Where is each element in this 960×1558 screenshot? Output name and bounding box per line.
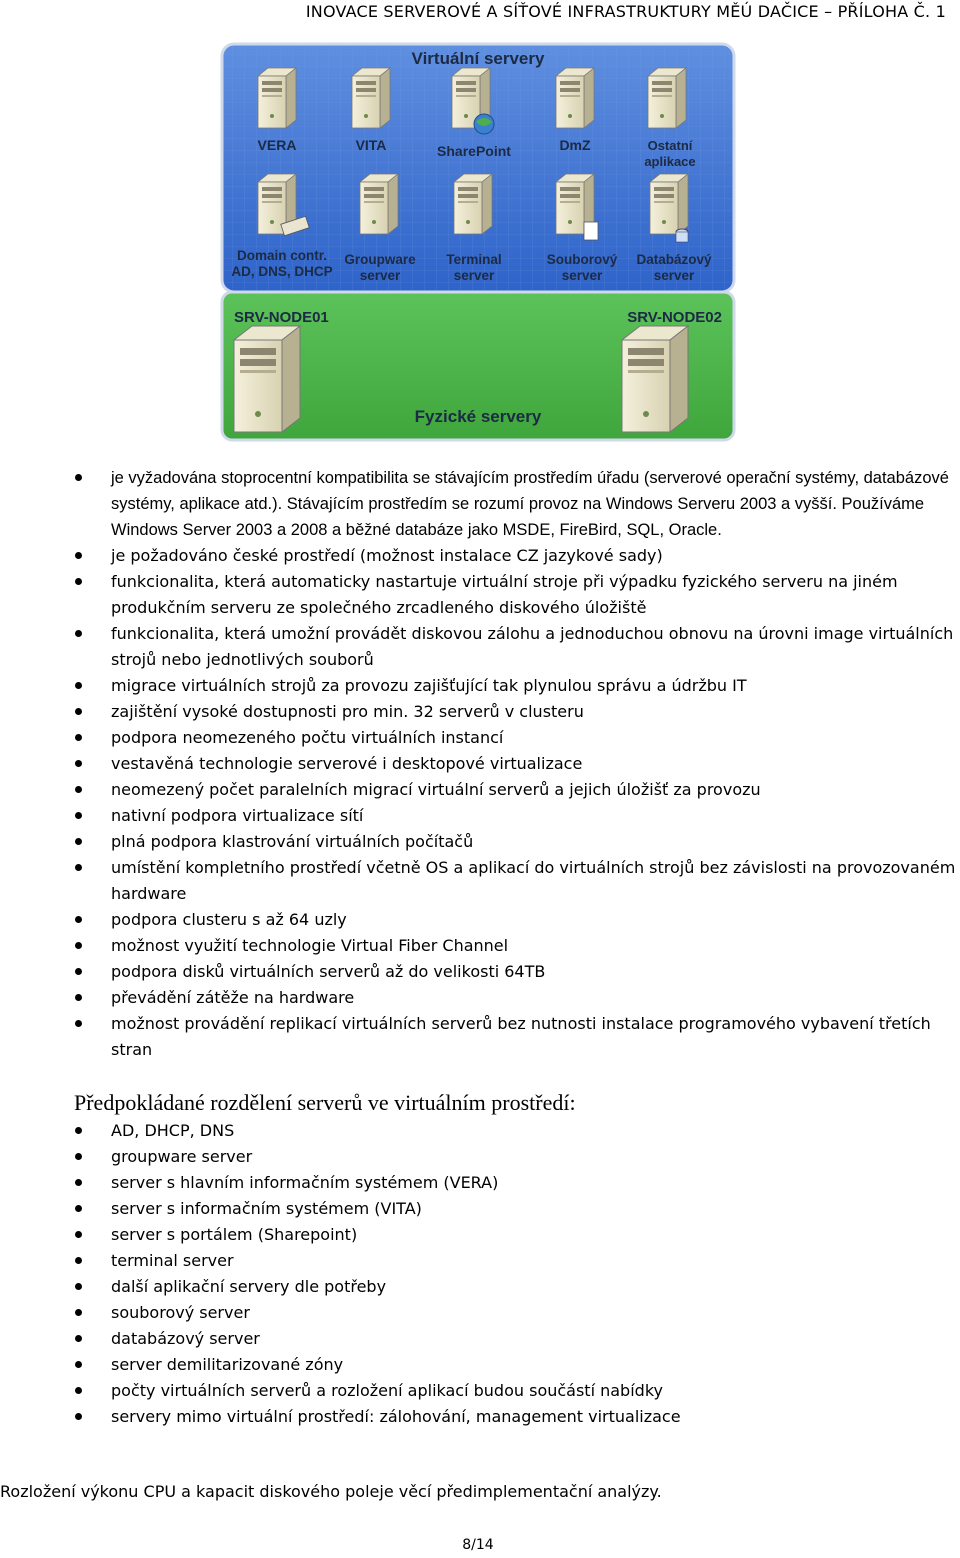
label-dmz: DmZ xyxy=(559,137,591,153)
list-item: umístění kompletního prostředí včetně OS a aplikací do virtuálních strojů bez závislosti na provozovaném hardware xyxy=(0,855,960,907)
list-item: server demilitarizované zóny xyxy=(0,1352,960,1378)
list-item: server s portálem (Sharepoint) xyxy=(0,1222,960,1248)
footer-note: Rozložení výkonu CPU a kapacit diskového poleje věcí předimplementační analýzy. xyxy=(0,1482,662,1501)
page-number: 8/14 xyxy=(462,1537,494,1553)
label-databazovy-server: server xyxy=(653,268,695,283)
list-item: další aplikační servery dle potřeby xyxy=(0,1274,960,1300)
physical-servers-title: Fyzické servery xyxy=(414,407,542,426)
label-groupware: Groupware xyxy=(344,252,416,267)
list-item: terminal server xyxy=(0,1248,960,1274)
list-item: podpora disků virtuálních serverů až do velikosti 64TB xyxy=(0,959,960,985)
label-terminal-server: server xyxy=(453,268,495,283)
requirements-section xyxy=(0,465,960,1063)
list-item: nativní podpora virtualizace sítí xyxy=(0,803,960,829)
node2-label: SRV-NODE02 xyxy=(627,309,722,326)
virtual-servers-title: Virtuální servery xyxy=(411,49,545,68)
list-item: funkcionalita, která umožní provádět diskovou zálohu a jednoduchou obnovu na úrovni image virtuálních strojů nebo jednotlivých souborů xyxy=(0,621,960,673)
list-item: zajištění vysoké dostupnosti pro min. 32 serverů v clusteru xyxy=(0,699,960,725)
list-item: server s informačním systémem (VITA) xyxy=(0,1196,960,1222)
list-item: databázový server xyxy=(0,1326,960,1352)
label-domain-contr: Domain contr. xyxy=(236,248,328,263)
list-item: podpora clusteru s až 64 uzly xyxy=(0,907,960,933)
label-souborovy-server: server xyxy=(561,268,603,283)
label-groupware-server: server xyxy=(359,268,401,283)
list-item: vestavěná technologie serverové i desktopové virtualizace xyxy=(0,751,960,777)
list-item: souborový server xyxy=(0,1300,960,1326)
label-vera: VERA xyxy=(257,137,297,153)
distribution-list xyxy=(0,1118,960,1430)
list-item: AD, DHCP, DNS xyxy=(0,1118,960,1144)
list-item: je požadováno české prostředí (možnost instalace CZ jazykové sady) xyxy=(0,543,960,569)
list-item: server s hlavním informačním systémem (VERA) xyxy=(0,1170,960,1196)
label-sharepoint: SharePoint xyxy=(437,143,511,159)
list-item: převádění zátěže na hardware xyxy=(0,985,960,1011)
label-databazovy: Databázový xyxy=(636,252,712,267)
document-icon xyxy=(584,222,598,240)
list-item: servery mimo virtuální prostředí: zálohování, management virtualizace xyxy=(0,1404,960,1430)
list-item: plná podpora klastrování virtuálních počítačů xyxy=(0,829,960,855)
virtualization-diagram xyxy=(220,42,736,442)
node1-label: SRV-NODE01 xyxy=(234,309,329,326)
requirements-list xyxy=(0,465,960,1063)
label-vita: VITA xyxy=(355,137,387,153)
label-terminal: Terminal xyxy=(446,252,502,267)
distribution-section xyxy=(0,1118,960,1430)
label-aplikace: aplikace xyxy=(644,154,696,169)
label-souborovy: Souborový xyxy=(546,252,618,267)
list-item: neomezený počet paralelních migrací virtuální serverů a jejich úložišť za provozu xyxy=(0,777,960,803)
list-item: možnost využití technologie Virtual Fiber Channel xyxy=(0,933,960,959)
list-item: počty virtuálních serverů a rozložení aplikací budou součástí nabídky xyxy=(0,1378,960,1404)
label-ostatni: Ostatní xyxy=(647,138,693,153)
label-ad-dns-dhcp: AD, DNS, DHCP xyxy=(231,264,333,279)
list-item: groupware server xyxy=(0,1144,960,1170)
list-item: je vyžadována stoprocentní kompatibilita se stávajícím prostředím úřadu (serverové operační systémy, databázové systémy, aplikace atd.). Stávajícím prostředím se rozumí provoz na Windows Serveru 2003 a vyšší. Používáme Windows Server 2003 a 2008 a běžné databáze jako MSDE, FireBird, SQL, Oracle. xyxy=(0,465,960,543)
list-item: možnost provádění replikací virtuálních serverů bez nutnosti instalace programového vybavení třetích stran xyxy=(0,1011,960,1063)
list-item: podpora neomezeného počtu virtuálních instancí xyxy=(0,725,960,751)
list-item: migrace virtuálních strojů za provozu zajišťující tak plynulou správu a údržbu IT xyxy=(0,673,960,699)
list-item: funkcionalita, která automaticky nastartuje virtuální stroje při výpadku fyzického serveru na jiném produkčním serveru ze společného zrcadleného diskového úložiště xyxy=(0,569,960,621)
page-header: INOVACE SERVEROVÉ A SÍŤOVÉ INFRASTRUKTURY MĚÚ DAČICE – PŘÍLOHA Č. 1 xyxy=(305,2,946,21)
section-heading: Předpokládané rozdělení serverů ve virtuálním prostředí: xyxy=(74,1090,576,1115)
